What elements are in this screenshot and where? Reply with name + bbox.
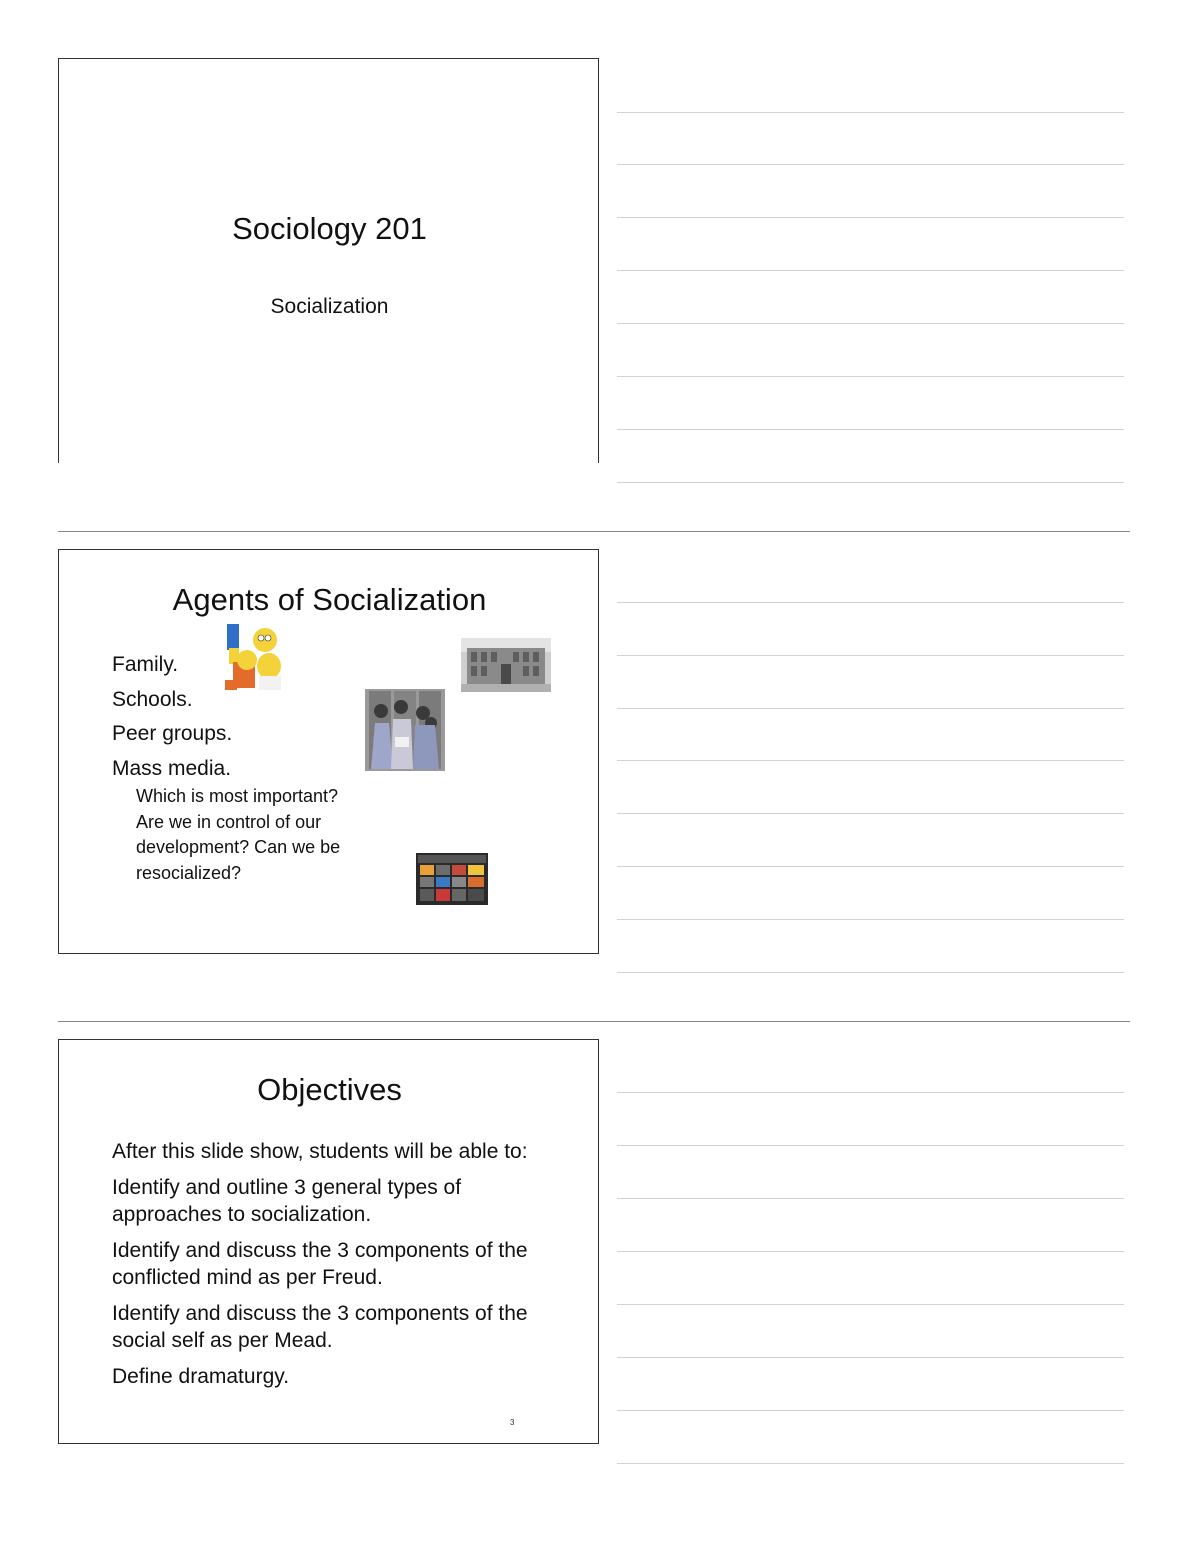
slide-3-title: Objectives (257, 1072, 402, 1107)
list-item: Identify and discuss the 3 components of the conflicted mind as per Freud. (112, 1239, 528, 1289)
slide-1-title: Sociology 201 (232, 211, 427, 246)
list-item: Family. (112, 653, 179, 676)
list-item: Define dramaturgy. (112, 1365, 290, 1388)
agents-list (112, 648, 232, 786)
media-screen-image (416, 853, 488, 905)
section-divider (58, 531, 1130, 532)
peer-group-image (365, 689, 445, 771)
simpsons-family-image (225, 622, 283, 692)
school-building-image (461, 638, 551, 692)
page-number: 3 (510, 1418, 515, 1427)
slide-3 (58, 1039, 599, 1444)
list-item: Mass media. (112, 756, 232, 780)
slide-1 (58, 58, 599, 463)
list-item: Peer groups. (112, 722, 233, 745)
list-item: Identify and outline 3 general types of approaches to socialization. (112, 1176, 462, 1226)
discussion-question: Which is most important? Are we in control of our development? Can we be resocialized? (136, 786, 341, 883)
list-item: Identify and discuss the 3 components of the social self as per Mead. (112, 1302, 528, 1352)
slide-1-subtitle: Socialization (270, 295, 389, 318)
list-item: After this slide show, students will be able to: (112, 1140, 528, 1163)
section-divider (58, 1021, 1130, 1022)
slide-2 (58, 549, 599, 954)
objectives-list (112, 1138, 572, 1399)
list-item: Schools. (112, 687, 193, 711)
slide-2-title: Agents of Socialization (172, 582, 487, 617)
